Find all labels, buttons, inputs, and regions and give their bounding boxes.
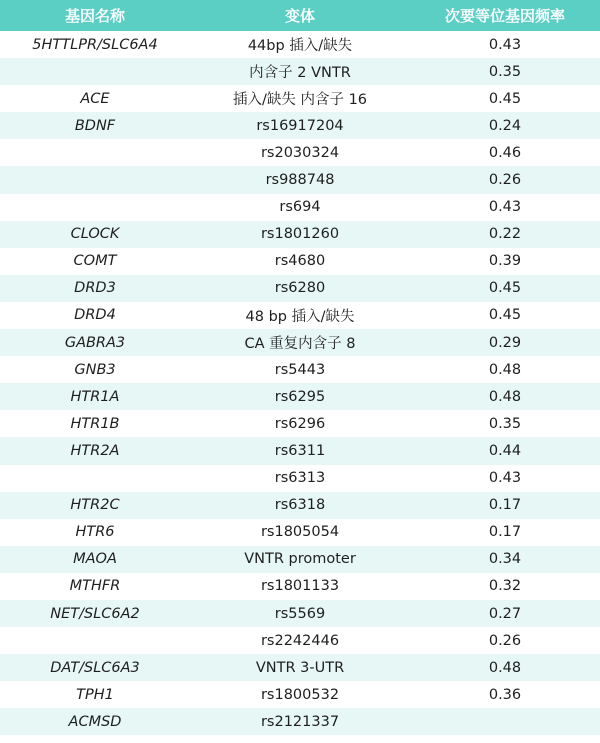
- gene-name-cell: [0, 139, 190, 166]
- maf-cell: 0.45: [488, 280, 522, 297]
- maf-cell: 0.43: [488, 36, 522, 53]
- table-body: [0, 31, 600, 735]
- gene-name-cell: [0, 194, 190, 221]
- header-gene-name: 基因名称: [64, 7, 125, 25]
- maf-cell: 0.43: [488, 470, 522, 487]
- table-row: [0, 31, 600, 58]
- gene-name-cell: HTR2A: [70, 442, 120, 459]
- variant-cell: 内含子 2 VNTR: [249, 65, 351, 82]
- table-row: [0, 492, 600, 519]
- variant-cell: rs2030324: [260, 144, 340, 161]
- gene-name-cell: GNB3: [74, 361, 116, 378]
- gene-name-cell: HTR2C: [70, 497, 120, 514]
- maf-cell: 0.43: [488, 199, 522, 216]
- variant-cell: rs6295: [274, 388, 326, 405]
- variant-cell: rs1801260: [260, 226, 340, 243]
- table-row: [0, 112, 600, 139]
- table-row: [0, 465, 600, 492]
- maf-cell: 0.36: [488, 686, 522, 703]
- maf-cell: 0.48: [488, 659, 522, 676]
- maf-cell: 0.17: [488, 524, 522, 541]
- table-row: [0, 681, 600, 708]
- variant-cell: rs694: [279, 199, 321, 216]
- variant-cell: rs1800532: [260, 686, 340, 703]
- gene-name-cell: HTR6: [75, 524, 115, 541]
- table-row: [0, 85, 600, 112]
- gene-name-cell: CLOCK: [70, 226, 120, 243]
- gene-name-cell: [0, 166, 190, 193]
- variant-cell: rs6280: [274, 280, 326, 297]
- table-row: [0, 221, 600, 248]
- gene-name-cell: GABRA3: [64, 334, 126, 351]
- variant-cell: 插入/缺失 内含子 16: [232, 92, 368, 109]
- maf-cell: 0.26: [488, 632, 522, 649]
- gene-name-cell: MTHFR: [69, 578, 121, 595]
- variant-cell: CA 重复内含子 8: [244, 336, 356, 353]
- maf-cell: 0.29: [488, 334, 522, 351]
- table-row: [0, 383, 600, 410]
- maf-cell: 0.45: [488, 90, 522, 107]
- variant-cell: rs6318: [274, 497, 326, 514]
- variant-cell: 48 bp 插入/缺失: [245, 308, 355, 325]
- maf-cell: 0.44: [488, 442, 522, 459]
- variant-cell: 44bp 插入/缺失: [247, 38, 353, 55]
- variant-cell: rs16917204: [256, 117, 344, 134]
- table-row: [0, 58, 600, 85]
- table-row: [0, 356, 600, 383]
- variant-cell: rs2121337: [260, 713, 340, 730]
- maf-cell: 0.22: [488, 226, 522, 243]
- gene-name-cell: HTR1A: [70, 388, 120, 405]
- gene-name-cell: BDNF: [74, 117, 116, 134]
- variant-cell: VNTR 3-UTR: [255, 659, 345, 676]
- variant-cell: rs6311: [274, 442, 326, 459]
- variant-cell: rs6296: [274, 415, 326, 432]
- gene-name-cell: [0, 58, 190, 85]
- table-row: [0, 708, 600, 735]
- header-variant: 变体: [284, 7, 315, 25]
- gene-name-cell: COMT: [73, 253, 117, 270]
- gene-name-cell: DRD4: [74, 307, 116, 324]
- maf-cell: 0.26: [488, 172, 522, 189]
- gene-name-cell: DAT/SLC6A3: [50, 659, 140, 676]
- maf-cell: 0.46: [488, 144, 522, 161]
- table-row: [0, 573, 600, 600]
- maf-cell: 0.48: [488, 361, 522, 378]
- maf-cell: 0.17: [488, 497, 522, 514]
- maf-cell: 0.48: [488, 388, 522, 405]
- gene-name-cell: DRD3: [74, 280, 116, 297]
- table-row: [0, 248, 600, 275]
- maf-cell: 0.35: [488, 415, 522, 432]
- gene-name-cell: TPH1: [76, 686, 114, 703]
- header-row: [0, 0, 600, 31]
- table-row: [0, 519, 600, 546]
- maf-cell: 0.39: [488, 253, 522, 270]
- table-row: [0, 302, 600, 329]
- variant-cell: rs4680: [274, 253, 326, 270]
- table-header: [0, 0, 600, 31]
- variant-cell: rs6313: [274, 470, 326, 487]
- gene-name-cell: [0, 465, 190, 492]
- table-row: [0, 275, 600, 302]
- table-row: [0, 546, 600, 573]
- maf-cell: 0.24: [488, 117, 522, 134]
- maf-cell: [410, 708, 600, 735]
- table-row: [0, 600, 600, 627]
- gene-name-cell: ACE: [80, 90, 110, 107]
- variant-cell: rs5443: [274, 361, 326, 378]
- variant-cell: rs1805054: [260, 524, 340, 541]
- gene-name-cell: 5HTTLPR/SLC6A4: [32, 36, 158, 53]
- maf-cell: 0.27: [488, 605, 522, 622]
- variant-cell: rs988748: [265, 172, 335, 189]
- variant-cell: rs2242446: [260, 632, 340, 649]
- maf-cell: 0.34: [488, 551, 522, 568]
- gene-name-cell: NET/SLC6A2: [50, 605, 140, 622]
- maf-cell: 0.35: [488, 63, 522, 80]
- table-row: [0, 329, 600, 356]
- header-minor-allele-frequency: 次要等位基因频率: [444, 7, 565, 25]
- gene-name-cell: HTR1B: [70, 415, 120, 432]
- table-row: [0, 139, 600, 166]
- table-row: [0, 437, 600, 464]
- table-row: [0, 410, 600, 437]
- gene-name-cell: MAOA: [73, 551, 117, 568]
- variant-cell: VNTR promoter: [244, 551, 356, 568]
- variant-cell: rs5569: [274, 605, 326, 622]
- table-row: [0, 654, 600, 681]
- variant-cell: rs1801133: [260, 578, 340, 595]
- gene-name-cell: [0, 627, 190, 654]
- table-row: [0, 166, 600, 193]
- maf-cell: 0.45: [488, 307, 522, 324]
- table-row: [0, 627, 600, 654]
- table-row: [0, 194, 600, 221]
- gene-name-cell: ACMSD: [68, 713, 122, 730]
- maf-cell: 0.32: [488, 578, 522, 595]
